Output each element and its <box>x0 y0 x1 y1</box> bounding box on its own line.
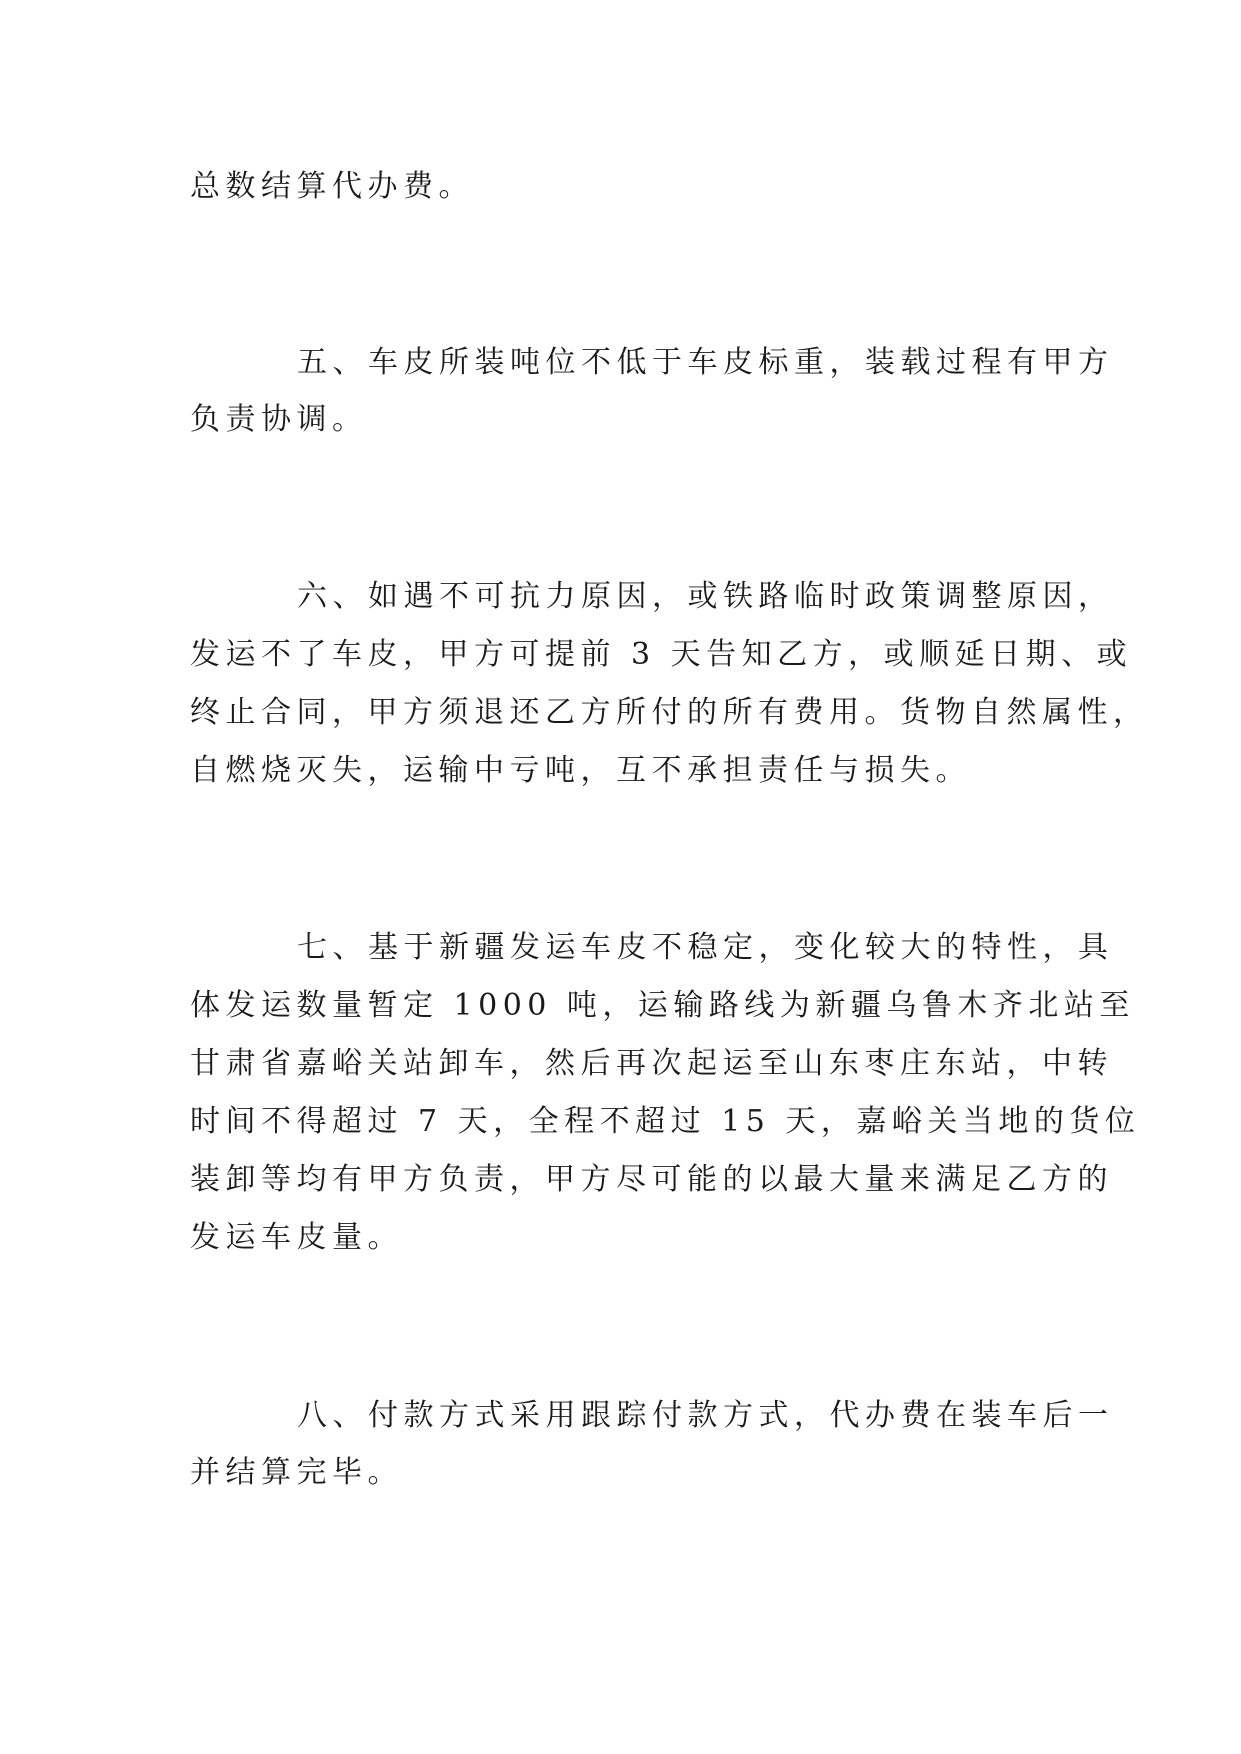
clause-5-line-2: 负责协调。 <box>190 402 368 437</box>
clause-8-line-1: 八、付款方式采用跟踪付款方式，代办费在装车后一 <box>297 1398 1114 1433</box>
clause-7-line-3: 甘肃省嘉峪关站卸车，然后再次起运至山东枣庄东站，中转 <box>190 1046 1113 1081</box>
clause-7-line-5: 装卸等均有甲方负责，甲方尽可能的以最大量来满足乙方的 <box>190 1162 1113 1197</box>
clause-6-line-4: 自燃烧灭失，运输中亏吨，互不承担责任与损失。 <box>190 753 971 788</box>
intro-line-1: 总数结算代办费。 <box>190 169 474 204</box>
clause-7-line-1: 七、基于新疆发运车皮不稳定，变化较大的特性，具 <box>297 930 1114 965</box>
clause-6-line-2: 发运不了车皮，甲方可提前 3 天告知乙方，或顺延日期、或 <box>190 637 1133 672</box>
clause-6-line-1: 六、如遇不可抗力原因，或铁路临时政策调整原因， <box>297 579 1114 614</box>
clause-8-line-2: 并结算完毕。 <box>190 1455 403 1490</box>
clause-5-line-1: 五、车皮所装吨位不低于车皮标重，装载过程有甲方 <box>297 345 1114 380</box>
clause-7-line-6: 发运车皮量。 <box>190 1220 403 1255</box>
clause-7-line-4: 时间不得超过 7 天，全程不超过 15 天，嘉峪关当地的货位 <box>190 1104 1141 1139</box>
clause-7-line-2: 体发运数量暂定 1000 吨，运输路线为新疆乌鲁木齐北站至 <box>190 988 1135 1023</box>
clause-6-line-3: 终止合同，甲方须退还乙方所付的所有费用。货物自然属性， <box>190 695 1149 730</box>
